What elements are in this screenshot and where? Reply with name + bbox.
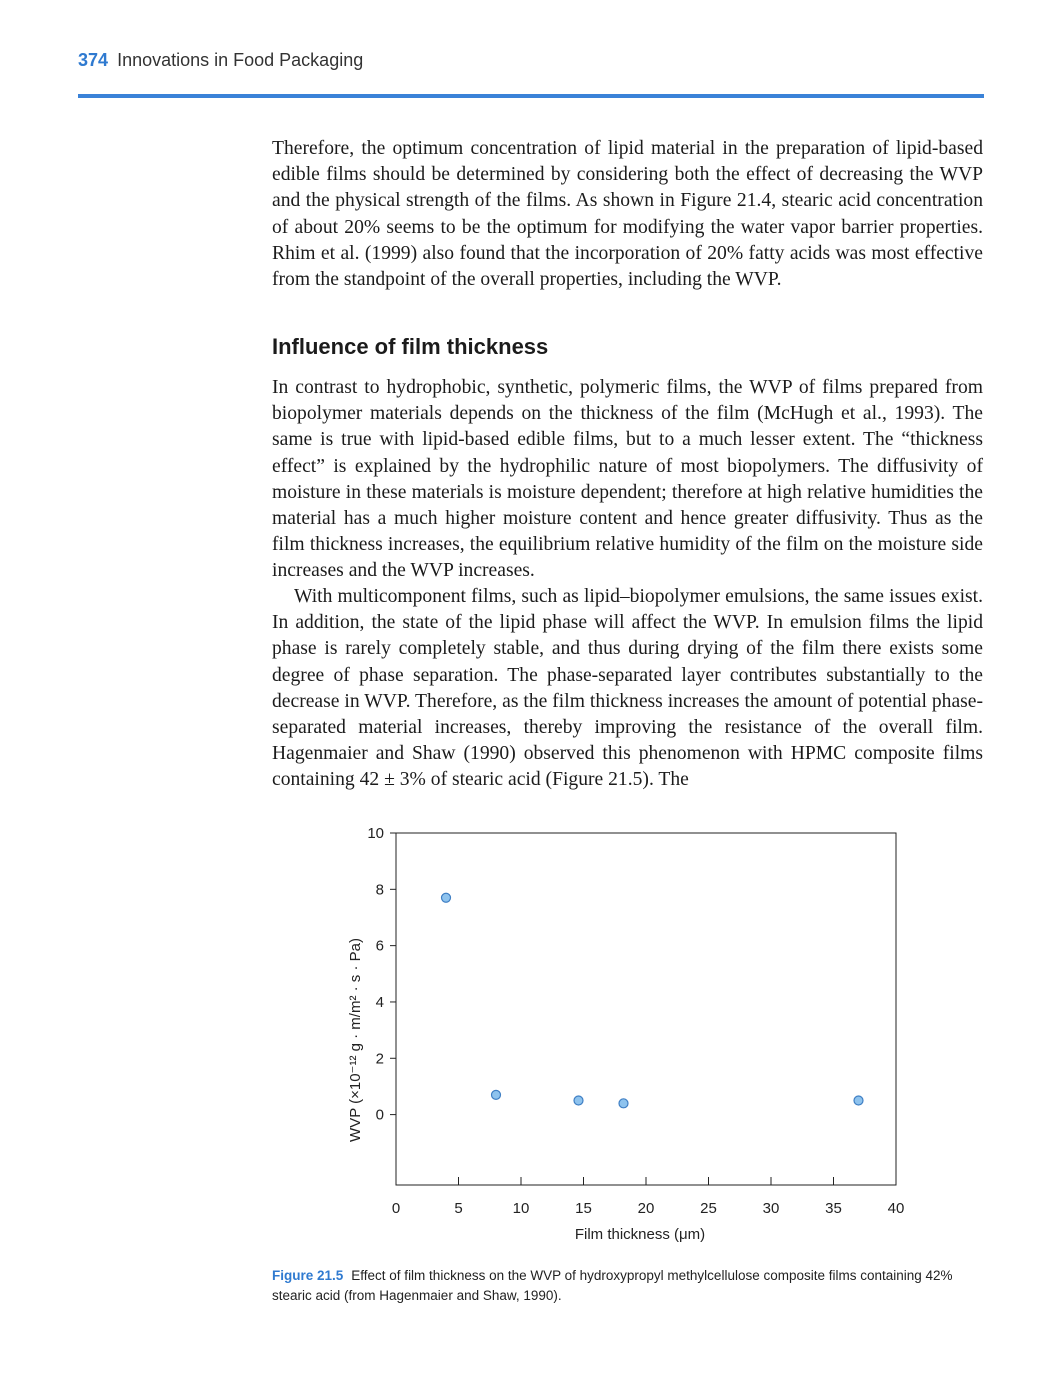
data-point [619, 1099, 628, 1108]
y-tick-label: 6 [375, 937, 384, 955]
x-tick-label: 20 [637, 1200, 655, 1217]
x-tick-label: 35 [825, 1200, 842, 1217]
y-tick-label: 8 [375, 881, 384, 899]
y-tick-label: 0 [375, 1106, 384, 1124]
y-tick-label: 2 [375, 1050, 384, 1068]
running-header [78, 50, 363, 71]
figure-label: Figure 21.5 [272, 1268, 344, 1283]
paragraph-optimum-concentration: Therefore, the optimum concentration of lipid material in the preparation of lipid-based edible films should be determined by considering both the effect of decreasing the WVP and the physical strength of the films. As shown in Figure 21.4, stearic acid concentration of about 20% seems to be the optimum for modifying the water vapor barrier properties. Rhim et al. (1999) also found that the incorporation of 20% fatty acids was most effective from the standpoint of the overall properties, including the WVP. [272, 138, 983, 291]
x-axis-label: Film thickness (μm) [574, 1226, 706, 1243]
x-tick-label: 40 [887, 1200, 905, 1217]
page-number: 374 [78, 50, 109, 70]
y-axis-label: WVP (×10⁻¹² g · m/m² · s · Pa) [347, 938, 364, 1142]
x-tick-label: 0 [391, 1200, 401, 1217]
x-tick-label: 25 [700, 1200, 717, 1217]
x-tick-label: 15 [575, 1200, 592, 1217]
paragraph-thickness-effect: In contrast to hydrophobic, synthetic, polymeric films, the WVP of films prepared from biopolymer materials depends on the thickness of the film (McHugh et al., 1993). The same is true with lipid-based edible films, but to a much lesser extent. The “thickness effect” is explained by the hydrophilic nature of most biopolymers. The diffusivity of moisture in these materials is moisture dependent; therefore at high relative humidities the material has a much higher moisture content and hence greater diffusivity. Thus as the film thickness increases, the equilibrium relative humidity of the film on the moisture side increases and the WVP increases. [272, 377, 983, 582]
figure-caption-text: Effect of film thickness on the WVP of hydroxypropyl methylcellulose composite films containing 42% stearic acid (from Hagenmaier and Shaw, 1990). [272, 1268, 953, 1303]
section-heading: Influence of film thickness [272, 334, 549, 359]
x-tick-label: 10 [512, 1200, 530, 1217]
x-tick-label: 30 [762, 1200, 780, 1217]
paragraph-multicomponent-films: With multicomponent films, such as lipid–biopolymer emulsions, the same issues exist. In addition, the state of the lipid phase will affect the WVP. In emulsion films the lipid phase is rarely completely stable, and thus during drying of the film there exists some degree of phase separation. The phase-separated layer contributes substantially to the decrease in WVP. Therefore, as the film thickness increases the amount of potential phase-separated material increases, thereby improving the resistance of the overall film. Hagenmaier and Shaw (1990) observed this phenomenon with HPMC composite films containing 42 ± 3% of stearic acid (Figure 21.5). The [272, 586, 983, 791]
data-point [854, 1096, 863, 1105]
figure-caption [272, 1266, 962, 1306]
data-point [492, 1090, 501, 1099]
y-tick-label: 10 [367, 825, 384, 842]
data-point [574, 1096, 583, 1105]
x-tick-label: 5 [454, 1200, 463, 1217]
y-tick-label: 4 [375, 993, 384, 1011]
header-rule [78, 94, 984, 98]
plot-area-frame [396, 833, 896, 1185]
book-title: Innovations in Food Packaging [117, 50, 364, 70]
data-point [442, 893, 451, 902]
wvp-thickness-scatter-chart [330, 815, 930, 1255]
